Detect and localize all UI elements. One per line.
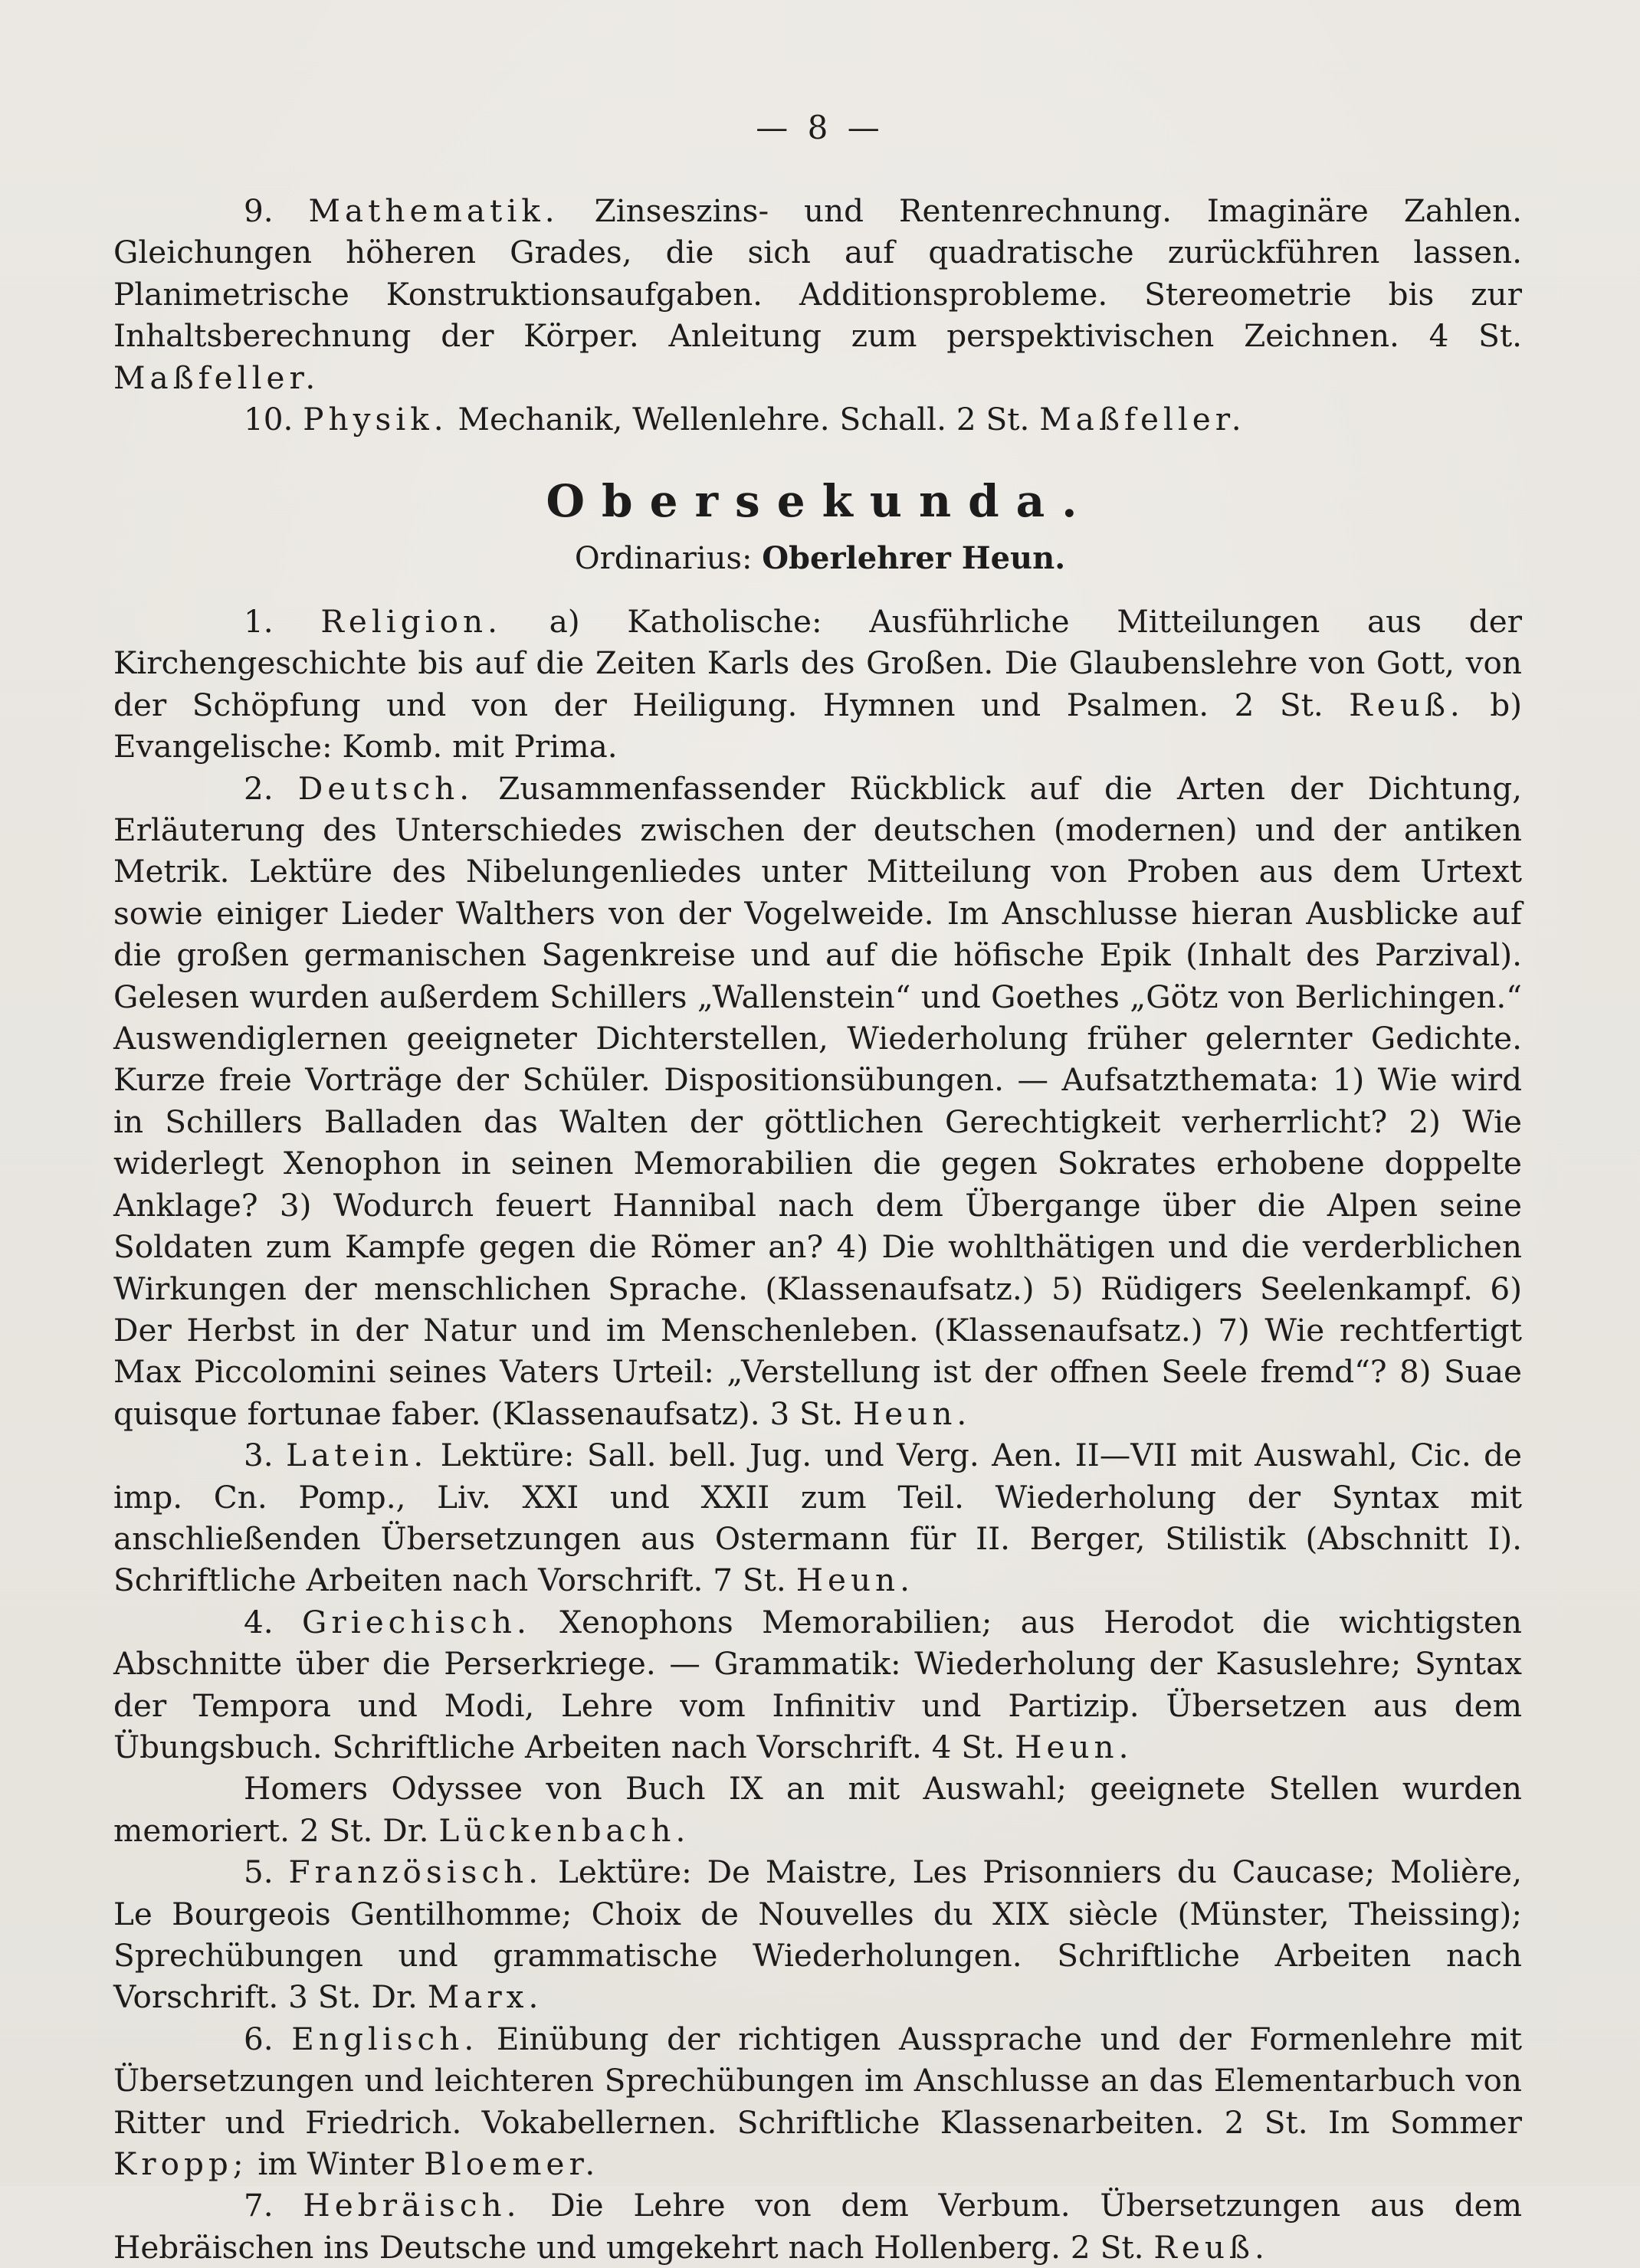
teacher-name: Maßfeller.	[113, 359, 320, 396]
teacher-name: Heun.	[852, 1395, 972, 1432]
item-number: 1.	[244, 603, 274, 640]
paragraph-text: Einübung der richtigen Aussprache und der Formenlehre mit Übersetzungen und leichteren Sprechübungen im Anschlusse an das Elementarbuch von Ritter und Friedrich. Vokabellernen. Schriftliche Klassenarbeiten. 2 St. Im Sommer	[113, 2020, 1522, 2141]
paragraph-franzoesisch	[113, 1851, 1522, 2018]
item-number: 10.	[244, 401, 294, 438]
paragraph-religion	[113, 601, 1522, 768]
teacher-name: Heun.	[1015, 1728, 1133, 1765]
item-number: 6.	[244, 2020, 274, 2057]
teacher-name: Heun.	[795, 1562, 915, 1599]
subject-religion: Religion.	[320, 603, 502, 640]
subject-physik: Physik.	[303, 401, 448, 438]
main-section	[113, 601, 1522, 2268]
paragraph-text-2: b) Evangelische: Komb. mit Prima.	[113, 686, 1523, 765]
subject-latein: Latein.	[286, 1437, 428, 1474]
ordinarius-name: Oberlehrer Heun.	[762, 540, 1066, 576]
teacher-name: Lückenbach.	[438, 1811, 690, 1849]
item-number: 9.	[244, 192, 274, 229]
paragraph-text: a) Katholische: Ausführliche Mitteilungen aus der Kirchengeschichte bis auf die Zeiten Karls des Großen. Die Glaubenslehre von Gott, von der Schöpfung und von der Heiligung. Hymnen und Psalmen. 2 St.	[113, 603, 1523, 723]
page-number: — 8 —	[756, 109, 884, 146]
subject-englisch: Englisch.	[291, 2020, 479, 2057]
subject-franzoesisch: Französisch.	[288, 1853, 543, 1891]
teacher-name: Maßfeller.	[1039, 401, 1246, 438]
paragraph-text: Zinseszins- und Rentenrechnung. Imaginäre Zahlen. Gleichungen höheren Grades, die sich auf quadratische zurückführen lassen. Planimetrische Konstruktionsaufgaben. Additionsprobleme. Stereometrie bis zur Inhaltsberechnung der Körper. Anleitung zum perspektivischen Zeichnen. 4 St.	[113, 192, 1523, 355]
item-number: 5.	[244, 1853, 274, 1891]
paragraph-mathematik	[113, 190, 1522, 398]
paragraph-text: Zusammenfassender Rückblick auf die Arten der Dichtung, Erläuterung des Unterschiedes zwischen der deutschen (modernen) und der antiken Metrik. Lektüre des Nibelungenliedes unter Mitteilung von Proben aus dem Urtext sowie einiger Lieder Walthers von der Vogelweide. Im Anschlusse hieran Ausblicke auf die großen germanischen Sagenkreise und auf die höfische Epik (Inhalt des Parzival). Gelesen wurden außerdem Schillers „Wallenstein“ und Goethes „Götz von Berlichingen.“ Auswendiglernen geeigneter Dichterstellen, Wiederholung früher gelernter Gedichte. Kurze freie Vorträge der Schüler. Dispositionsübungen. — Aufsatzthemata: 1) Wie wird in Schillers Balladen das Walten der göttlichen Gerechtigkeit verherrlicht? 2) Wie widerlegt Xenophon in seinen Memorabilien die gegen Sokrates erhobene doppelte Anklage? 3) Wodurch feuert Hannibal nach dem Übergange über die Alpen seine Soldaten zum Kampfe gegen die Römer an? 4) Die wohlthätigen und die verderblichen Wirkungen der menschlichen Sprache. (Klassenaufsatz.) 5) Rüdigers Seelenkampf. 6) Der Herbst in der Natur und im Menschenleben. (Klassenaufsatz.) 7) Wie rechtfertigt Max Piccolomini seines Vaters Urteil: „Verstellung ist der offnen Seele fremd“? 8) Suae quisque fortunae faber. (Klassenaufsatz). 3 St.	[113, 769, 1523, 1432]
paragraph-text: Die Lehre von dem Verbum. Übersetzungen aus dem Hebräischen ins Deutsche und umgekehrt nach Hollenberg. 2 St.	[113, 2187, 1523, 2266]
paragraph-deutsch	[113, 768, 1522, 1435]
ordinarius-label: Ordinarius:	[574, 541, 753, 576]
item-number: 3.	[244, 1437, 274, 1474]
paragraph-text: Lektüre: De Maistre, Les Prisonniers du Caucase; Molière, Le Bourgeois Gentilhomme; Choix de Nouvelles du XIX siècle (Münster, Theissing); Sprechübungen und grammatische Wiederholungen. Schriftliche Arbeiten nach Vorschrift. 3 St. Dr.	[113, 1853, 1523, 2016]
section-title: Obersekunda.	[546, 475, 1094, 527]
top-section	[113, 190, 1522, 440]
paragraph-text: Mechanik, Wellenlehre. Schall. 2 St.	[458, 401, 1030, 438]
paragraph-physik	[113, 398, 1522, 440]
subject-griechisch: Griechisch.	[302, 1603, 531, 1640]
teacher-name-winter: Bloemer.	[424, 2145, 600, 2183]
teacher-name: Reuß.	[1153, 2228, 1269, 2266]
subject-deutsch: Deutsch.	[297, 769, 474, 807]
paragraph-text: Lektüre: Sall. bell. Jug. und Verg. Aen. II—VII mit Auswahl, Cic. de imp. Cn. Pomp., Liv. XXI und XXII zum Teil. Wiederholung der Syntax mit anschließenden Übersetzungen aus Ostermann für II. Berger, Stilistik (Abschnitt I). Schriftliche Arbeiten nach Vorschrift. 7 St.	[113, 1437, 1522, 1599]
teacher-name-summer: Kropp;	[113, 2145, 248, 2183]
ordinarius-line	[0, 540, 1640, 576]
paragraph-text: Homers Odyssee von Buch IX an mit Auswahl; geeignete Stellen wurden memoriert. 2 St. Dr.	[113, 1770, 1522, 1849]
paragraph-latein	[113, 1434, 1522, 1601]
item-number: 4.	[244, 1603, 274, 1640]
paragraph-text: Xenophons Memorabilien; aus Herodot die wichtigsten Abschnitte über die Perserkriege. — Grammatik: Wiederholung der Kasuslehre; Syntax der Tempora und Modi, Lehre vom Infinitiv und Partizip. Übersetzen aus dem Übungsbuch. Schriftliche Arbeiten nach Vorschrift. 4 St.	[113, 1603, 1523, 1765]
paragraph-homer	[113, 1768, 1522, 1851]
subject-hebraeisch: Hebräisch.	[303, 2187, 521, 2224]
teacher-name: Marx.	[427, 1978, 543, 2016]
item-number: 7.	[244, 2187, 274, 2224]
item-number: 2.	[244, 769, 274, 807]
paragraph-griechisch	[113, 1601, 1522, 1768]
teacher-name: Reuß.	[1349, 686, 1465, 723]
paragraph-hebraeisch	[113, 2184, 1522, 2268]
subject-mathematik: Mathematik.	[308, 192, 559, 229]
paragraph-englisch	[113, 2018, 1522, 2185]
paragraph-text-2: im Winter	[257, 2145, 415, 2183]
